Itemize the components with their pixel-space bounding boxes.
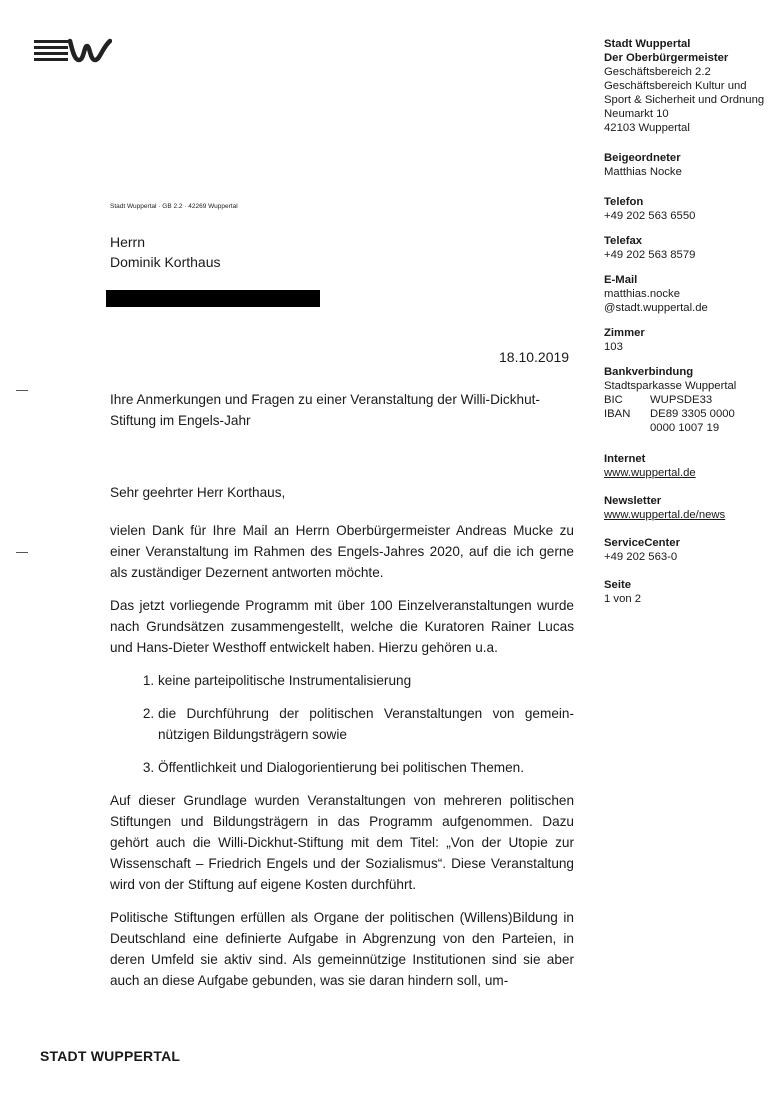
- letter-date: 18.10.2019: [499, 349, 570, 365]
- paragraph: Politische Stiftungen erfüllen als Organe der politischen (Willens)Bildung in Deutschland eine definierte Aufgabe in Abgrenzung von den Parteien, in deren Umfeld sie aktiv sind. Als gemeinnützige Institutionen sind sie aber auch an diese Aufgabe gebunden, was sie daran hindern soll, um-: [110, 910, 574, 988]
- city: 42103 Wuppertal: [604, 122, 690, 134]
- bank-label: Bankverbindung: [604, 366, 694, 378]
- division: Geschäftsbereich 2.2: [604, 66, 711, 78]
- recipient-address: [110, 232, 221, 272]
- page-label: Seite: [604, 579, 632, 591]
- email-value-line2: @stadt.wuppertal.de: [604, 302, 708, 314]
- telefon-label: Telefon: [604, 196, 644, 208]
- list-item: 2. die Durchführung der politischen Veranstaltungen von gemeinnützigen Bildungsträgern sowie: [158, 703, 574, 745]
- recipient-name: Dominik Korthaus: [110, 254, 221, 270]
- internet-label: Internet: [604, 453, 646, 465]
- footer-wordmark: STADT WUPPERTAL: [40, 1048, 181, 1064]
- zimmer-value: 103: [604, 341, 623, 353]
- email-label: E-Mail: [604, 274, 638, 286]
- newsletter-label: Newsletter: [604, 495, 662, 507]
- telefax-label: Telefax: [604, 235, 643, 247]
- letter-subject: Ihre Anmerkungen und Fragen zu einer Veranstaltung der Willi-Dickhut-Stiftung im Engels-Jahr: [110, 392, 540, 428]
- principles-list: [110, 670, 574, 778]
- bank-name: Stadtsparkasse Wuppertal: [604, 380, 737, 392]
- letter-body: [110, 482, 574, 1003]
- page-value: 1 von 2: [604, 593, 642, 605]
- iban-spacer: [604, 421, 650, 435]
- email-value-line1: matthias.nocke: [604, 288, 680, 300]
- telefon-value: +49 202 563 6550: [604, 210, 696, 222]
- servicecenter-label: ServiceCenter: [604, 537, 680, 549]
- org-name: Stadt Wuppertal: [604, 38, 691, 50]
- servicecenter-value: +49 202 563-0: [604, 551, 678, 563]
- greeting: Sehr geehrter Herr Korthaus,: [110, 485, 286, 500]
- sender-return-address: Stadt Wuppertal · GB 2.2 · 42269 Wuppertal: [110, 203, 238, 210]
- redacted-address: [106, 290, 320, 307]
- office-name: Der Oberbürgermeister: [604, 52, 729, 64]
- internet-link[interactable]: www.wuppertal.de: [604, 467, 696, 479]
- paragraph: vielen Dank für Ihre Mail an Herrn Oberbürgermeister Andreas Mucke zu einer Veranstaltung im Rahmen des Engels-Jahres 2020, auf die ich gerne als zuständiger Dezernent antworten möchte.: [110, 523, 574, 580]
- bic-value: WUPSDE33: [650, 394, 713, 406]
- street: Neumarkt 10: [604, 108, 669, 120]
- list-item: 3. Öffentlichkeit und Dialogorientierung bei politischen Themen.: [158, 757, 574, 778]
- beigeordneter-name: Matthias Nocke: [604, 166, 682, 178]
- fold-mark: [16, 390, 28, 391]
- zimmer-label: Zimmer: [604, 327, 645, 339]
- stadt-wuppertal-logo: [34, 38, 112, 64]
- paragraph: Das jetzt vorliegende Programm mit über 100 Einzelveranstaltungen wurde nach Grundsätzen zusammengestellt, welche die Kuratoren Rainer Lucas und Hans-Dieter Westhoff entwickelt haben. Hierzu gehören u.a.: [110, 598, 574, 655]
- newsletter-link[interactable]: www.wuppertal.de/news: [604, 509, 726, 521]
- recipient-salutation: Herrn: [110, 234, 146, 250]
- iban-label: IBAN: [604, 408, 631, 420]
- telefax-value: +49 202 563 8579: [604, 249, 696, 261]
- iban-value-line2: 0000 1007 19: [650, 422, 720, 434]
- fold-mark: [16, 552, 28, 553]
- sender-sidebar: [604, 37, 769, 617]
- bic-label: BIC: [604, 394, 623, 406]
- list-item: 1. keine parteipolitische Instrumentalisierung: [158, 670, 574, 691]
- beigeordneter-label: Beigeordneter: [604, 152, 681, 164]
- iban-value-line1: DE89 3305 0000: [650, 408, 735, 420]
- paragraph: Auf dieser Grundlage wurden Veranstaltungen von mehreren politischen Stiftungen und Bildungsträgern in das Programm aufgenommen. Dazu gehört auch die Willi-Dickhut-Stiftung mit dem Titel: „Von der Utopie zur Wissenschaft – Friedrich Engels und der Sozialismus“. Diese Veranstaltung wird von der Stiftung auf eigene Kosten durchführt.: [110, 793, 574, 892]
- division-desc: Geschäftsbereich Kultur und Sport & Sicherheit und Ordnung: [604, 80, 765, 106]
